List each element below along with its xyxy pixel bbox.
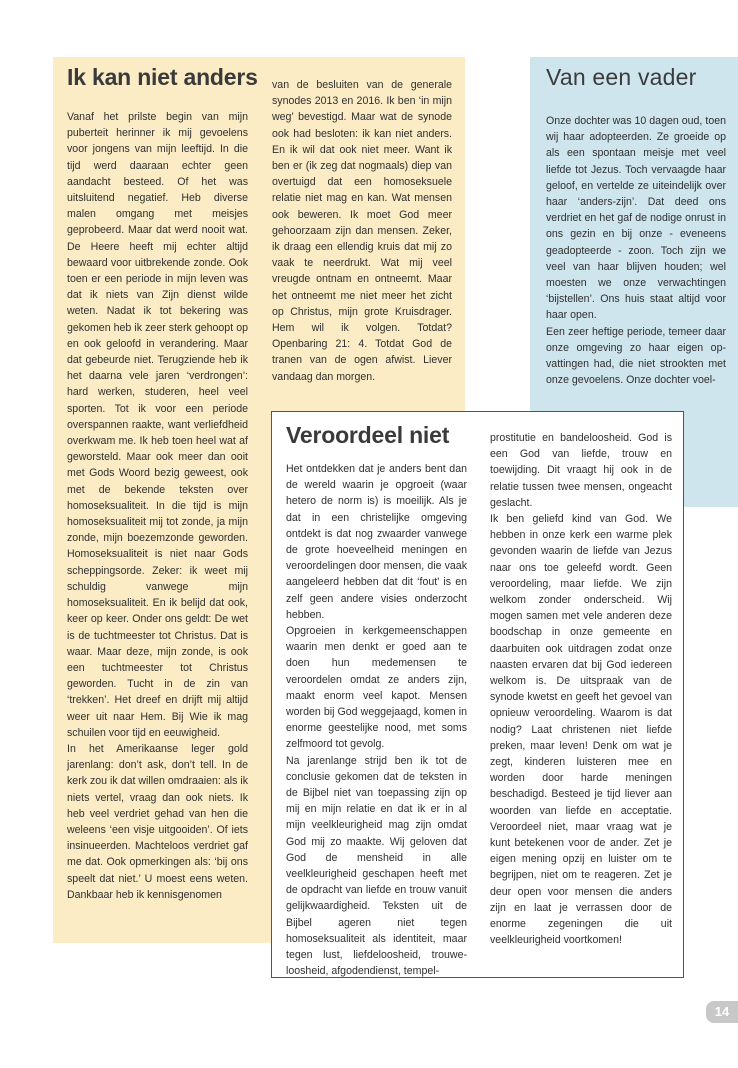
left-article-column-2 (272, 77, 452, 385)
middle-article-paragraph: Ik ben geliefd kind van God. We hebben in onze kerk een warme plek gevonden waarin de liefde van Jezus naar ons toe geleefd wordt. Geen veroordeling, maar liefde. We zijn welkom zonder onderscheid. Wij mogen samen met vele anderen deze boodschap in onze gemeente en daarbuiten ook uitdragen zodat onze naasten ervaren dat bij God iedereen welkom is. De uitspraak van de synode kwetst en geeft het gevoel van opnieuw veroordeling. Waarom is dat nodig? Laat christenen niet liefde preken, maar leven! Denk om wat je zegt, kinderen luisteren mee en worden door harde meningen beschadigd. Besteed je tijd liever aan woorden van liefde en acceptatie. Veroordeel niet, maar vraag wat je kunt betekenen voor de ander. Zet je eigen mening opzij en luister om te begrijpen, niet om te reageren. Zet je deur open voor mensen die anders zijn en laat je verrassen door de enorme zegeningen die uit veelkleurigheid voortkomen! (490, 513, 672, 947)
left-article-column-1 (67, 109, 248, 903)
middle-article-paragraph: Het ontdekken dat je anders bent dan de wereld waarin je opgroeit (waar hetero de norm is) is moeilijk. Als je dat in een christelijke omgeving ontdekt is dat nog zwaarder vanwege de grote hoeveelheid meningen en veroordelingen door mensen, die vaak aangeleerd hebben dat dit ‘fout’ is en zelf geen andere visies onderzocht hebben. (286, 463, 467, 621)
page-number-badge: 14 (706, 1001, 738, 1023)
article-title-ik-kan-niet-anders: Ik kan niet anders (67, 64, 258, 90)
middle-article-paragraph: Na jarenlange strijd ben ik tot de conclusie gekomen dat de teksten in de Bijbel niet van toepassing zijn op mij en mijn relatie en dat ik er in al mijn veelkleurigheid mag zijn omdat God mij zo maakte. Wij geloven dat God de mensheid in alle veelkleurigheid geschapen heeft met de opdracht van liefde en trouw vanuit gelijkwaardigheid. Teksten uit de Bijbel ageren niet tegen homoseksualiteit als identiteit, maar tegen lust, liefdeloosheid, trouwe-loosheid, afgodendienst, tempel- (286, 754, 467, 978)
middle-article-paragraph: Opgroeien in kerkgemeenschappen waarin men denkt er goed aan te doen hun medemensen te veroordelen omdat ze anders zijn, maakt enorm veel kapot. Mensen worden bij God weggejaagd, komen in enorme geestelijke nood, met soms zelfmoord tot gevolg. (286, 625, 467, 751)
middle-article-paragraph: prostitutie en bandeloosheid. God is een God van liefde, trouw en toewijding. Dit vraagt hij ook in de relatie tussen twee mensen, ongeacht geslacht. (490, 432, 672, 509)
article-title-van-een-vader: Van een vader (546, 64, 697, 90)
article-title-veroordeel-niet: Veroordeel niet (286, 422, 450, 448)
middle-article-column-2 (490, 430, 672, 949)
left-article-paragraph: In het Amerikaanse leger gold jarenlang: don’t ask, don’t tell. In de kerk zou ik dat willen omdraaien: als ik niets vertel, vraag dan ook niets. Ik heb veel verdriet gehad van hen die weleens ‘een visje uitgooiden’. Of iets insinueerden. Machteloos verdriet gaf me dat. Ook opmerkingen als: ‘bij ons speelt dat niet.’ U moest eens weten. Dankbaar heb ik kennisgenomen (67, 742, 248, 901)
left-article-paragraph: Vanaf het prilste begin van mijn puberteit herinner ik mij gevoelens voor jongens van mijn leeftijd. In die tijd werd daaraan echter geen aandacht besteed. Of het was uitsluitend negatief. Heb diverse malen omgang met meisjes geprobeerd. Maar dat werd nooit wat. De Heere heeft mij echter altijd bewaard voor uitbrekende zonde. Ook toen er een periode in mijn leven was dat ik niets van Zijn dienst wilde weten. Nadat ik tot bekering was gekomen heb ik zeer sterk gehoopt op en ook geloofd in verandering. Maar dat gebeurde niet. Terugziende heb ik het daarna vele jaren ‘verdrongen’: hard werken, studeren, heel veel sporten. Tot ik voor een periode overspannen raakte, want verliefdheid overkwam me. Ik heb toen heel wat af geworsteld. Maar ook meer dan ooit met Gods Woord bezig geweest, ook met de bekende teksten over homoseksualiteit. In die tijd is mijn homoseksualiteit mij tot zonde, ja mijn zonde, mijn boezemzonde geworden. Homoseksualiteit is niet naar Gods scheppingsorde. Zeker: ik weet mij schuldig vanwege mijn homoseksualiteit. En ik belijd dat ook, keer op keer. Onder ons geldt: De wet is de tuchtmeester tot Christus. Dat is waar. Maar deze, mijn zonde, is ook een tuchtmeester tot Christus geworden. Tucht in de zin van ‘trekken’. Het dreef en drijft mij altijd weer uit naar Hem. Bij Wie ik mag schuilen voor tijd en eeuwigheid. (67, 111, 248, 739)
right-article-column (546, 113, 726, 388)
middle-article-column-1 (286, 461, 467, 980)
right-article-paragraph: Een zeer heftige periode, temeer daar onze omgeving zo haar eigen op-vattingen had, die niet strookten met onze gevoelens. Onze dochter voel- (546, 325, 726, 387)
right-article-paragraph: Onze dochter was 10 dagen oud, toen wij haar adopteerden. Ze groeide op als een spontaan meisje met veel liefde tot Jezus. Toch vervaagde haar geloof, en vertelde ze uiteindelijk over haar ‘anders-zijn’. Dat deed ons verdriet en het gaf de nodige onrust in ons gezin en bij onze - eveneens geadopteerde - zoon. Toch zijn we veel van haar blijven houden; wel moesten we onze verwachtingen ‘bijstellen’. Ons huis staat altijd voor haar open. (546, 115, 726, 322)
left-article-paragraph: van de besluiten van de generale synodes 2013 en 2016. Ik ben ‘in mijn weg’ bevestigd. Maar wat de synode ook had besloten: ik kan niet anders. En ik wil dat ook niet meer. Want ik ben er (ik zeg dat nogmaals) diep van overtuigd dat een homoseksuele relatie niet mag en kan. Wat mensen ook beweren. Ik moet God meer gehoorzaam zijn dan mensen. Zeker, ik draag een ellendig kruis dat mij zo vaak te neerdrukt. Wat mij veel vreugde ontnam en ontneemt. Maar het ontneemt me niet meer het zicht op Christus, mijn grote Kruisdrager. Hem wil ik volgen. Totdat? Openbaring 21: 4. Totdat God de tranen van de ogen afwist. Liever vandaag dan morgen. (272, 79, 452, 383)
